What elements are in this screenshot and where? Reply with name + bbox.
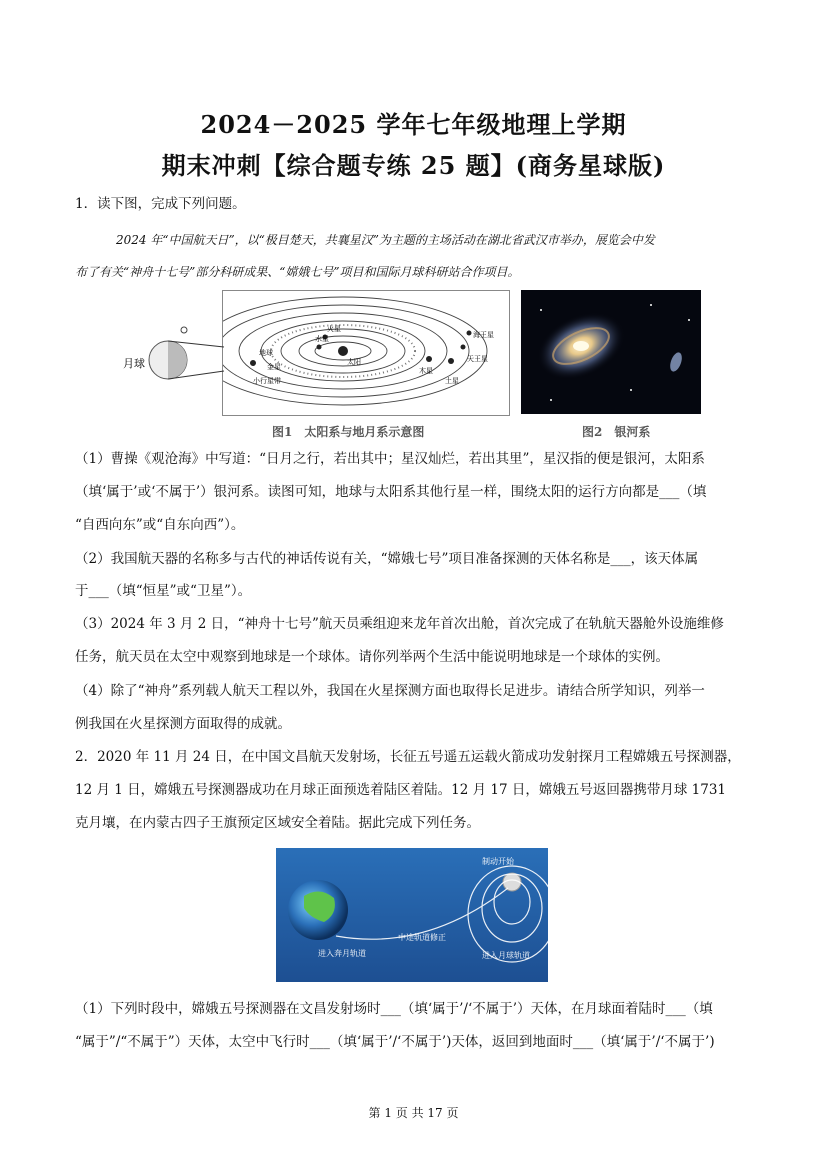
lunar-orbit-label: 进入月球轨道 (482, 951, 530, 960)
earth-label: 地球 (259, 349, 273, 357)
q2-stem-line1: 2．2020 年 11 月 24 日，在中国文昌航天发射场，长征五号遥五运载火箭成功发射探月工程嫦娥五号探测器， (75, 749, 741, 765)
midcourse-correction-label: 中途轨道修正 (398, 933, 446, 942)
q2-sub1-line2: “属于”/“不属于”）天体，太空中飞行时___（填‘属于’/‘不属于’)天体，返回到地面时___（填‘属于’/‘不属于’) (75, 1034, 715, 1050)
moon-label: 月球 (123, 357, 145, 370)
q1-sub1-line1: （1）曹操《观沧海》中写道：“日月之行，若出其中；星汉灿烂，若出其里”，星汉指的便是银河，太阳系 (75, 451, 705, 467)
q1-sub3-line2: 任务，航天员在太空中观察到地球是一个球体。请你列举两个生活中能说明地球是一个球体的实例。 (75, 649, 669, 665)
q1-sub4-line1: （4）除了“神舟”系列载人航天工程以外，我国在火星探测方面也取得长足进步。请结合所学知识，列举一 (75, 683, 705, 699)
asteroid-belt-label: 小行星带 (253, 377, 281, 385)
q2-stem-line3: 克月壤，在内蒙古四子王旗预定区域安全着陆。据此完成下列任务。 (75, 815, 480, 831)
q1-sub1-line3: “自西向东”或“自东向西”）。 (75, 517, 245, 533)
mercury-label: 水星 (315, 335, 329, 343)
jupiter-label: 木星 (419, 367, 433, 375)
saturn-label: 土星 (445, 377, 459, 385)
sun-label: 太阳 (347, 358, 361, 366)
page-footer: 第 1 页 共 17 页 (368, 1106, 459, 1120)
lunar-transfer-label: 进入奔月轨道 (318, 949, 366, 958)
document-title-line2: 期末冲刺【综合题专练 25 题】(商务星球版) (161, 151, 666, 180)
q1-material-line2: 布了有关“神舟十七号”部分科研成果、“嫦娥七号”项目和国际月球科研站合作项目。 (75, 265, 520, 279)
q2-sub1-line1: （1）下列时段中，嫦娥五号探测器在文昌发射场时___（填‘属于’/‘不属于’）天体，在月球面着陆时___（填 (75, 1001, 713, 1017)
venus-label: 金星 (267, 363, 281, 371)
solar-system-figure (222, 290, 510, 416)
figure2-caption: 图2 银河系 (582, 425, 651, 439)
sun-marker (338, 346, 348, 356)
figure1-caption: 图1 太阳系与地月系示意图 (272, 425, 425, 439)
moon-earth-system (118, 325, 228, 395)
neptune-label: 海王星 (473, 331, 494, 339)
q1-sub2-line2: 于___（填“恒星”或“卫星”）。 (75, 583, 252, 599)
q1-sub3-line1: （3）2024 年 3 月 2 日，“神舟十七号”航天员乘组迎来龙年首次出舱，首次完成了在轨航天器舱外设施维修 (75, 616, 724, 632)
moon-globe (503, 873, 521, 891)
uranus-label: 天王星 (467, 355, 488, 363)
q2-stem-line2: 12 月 1 日，嫦娥五号探测器成功在月球正面预选着陆区着陆。12 月 17 日，嫦娥五号返回器携带月球 1731 (75, 782, 727, 798)
brake-start-label: 制动开始 (482, 857, 514, 866)
q1-material-line1: 2024 年“中国航天日”，以“极目楚天，共襄星汉”为主题的主场活动在湖北省武汉市举办，展览会中发 (116, 233, 655, 247)
q1-sub2-line1: （2）我国航天器的名称多与古代的神话传说有关，“嫦娥七号”项目准备探测的天体名称是___，该天体属 (75, 551, 699, 567)
mars-label: 火星 (327, 325, 341, 333)
galaxy-image (521, 290, 701, 414)
q1-sub1-line2: （填‘属于’或‘不属于’）银河系。读图可知，地球与太阳系其他行星一样，围绕太阳的运行方向都是___（填 (75, 484, 707, 500)
q1-sub4-line2: 例我国在火星探测方面取得的成就。 (75, 716, 291, 732)
trajectory-figure (276, 848, 548, 982)
document-title-line1: 2024－2025 学年七年级地理上学期 (200, 110, 627, 139)
q1-stem: 1．读下图，完成下列问题。 (75, 196, 246, 212)
